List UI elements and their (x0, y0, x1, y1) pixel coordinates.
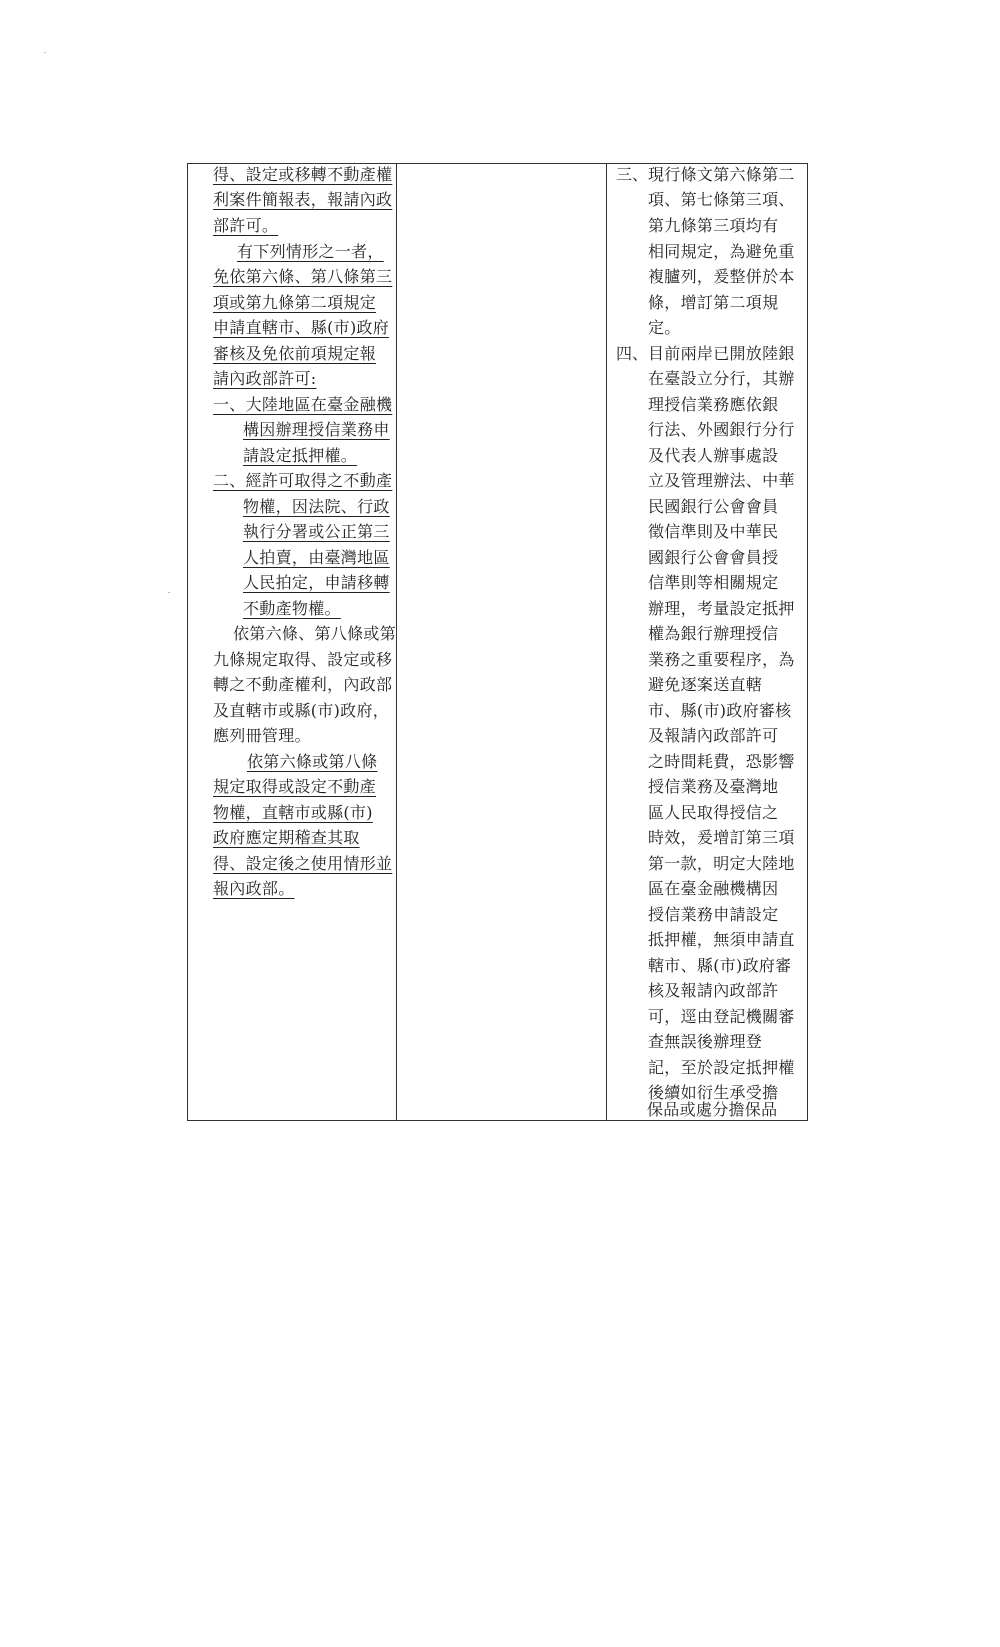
text-line: 理授信業務應依銀 (648, 395, 779, 414)
item-marker-3: 三、 (616, 165, 649, 184)
text-line: 徵信準則及中華民 (648, 522, 779, 541)
text-line: 規定取得或設定不動產 (213, 777, 377, 796)
text-line: 時效，爰增訂第三項 (648, 828, 795, 847)
text-line: 有下列情形之一者， (237, 242, 384, 261)
text-line: 二、經許可取得之不動產 (213, 471, 393, 490)
comparison-table (187, 163, 808, 1121)
text-line: 市、縣(市)政府審核 (648, 701, 792, 720)
text-line: 可，逕由登記機關審 (648, 1007, 795, 1026)
text-line: 第一款，明定大陸地 (648, 854, 795, 873)
text-line: 目前兩岸已開放陸銀 (648, 344, 795, 363)
text-line: 九條規定取得、設定或移 (213, 650, 393, 669)
text-line: 國銀行公會會員授 (648, 548, 779, 567)
text-line: 依第六條、第八條或第 (233, 624, 397, 643)
text-line: 抵押權，無須申請直 (648, 930, 795, 949)
text-line: 項或第九條第二項規定 (213, 293, 377, 312)
text-line: 報內政部。 (213, 879, 295, 898)
text-line: 請設定抵押權。 (243, 446, 358, 465)
text-line: 請內政部許可: (213, 369, 317, 388)
text-line: 之時間耗費，恐影響 (648, 752, 795, 771)
text-line: 授信業務申請設定 (648, 905, 779, 924)
text-line: 部許可。 (213, 216, 279, 235)
text-line: 及報請內政部許可 (648, 726, 779, 745)
text-line: 審核及免依前項規定報 (213, 344, 377, 363)
scan-speck (168, 592, 170, 593)
text-line: 及代表人辦事處設 (648, 446, 779, 465)
text-line: 記，至於設定抵押權 (648, 1058, 795, 1077)
text-line: 條，增訂第二項規 (648, 293, 779, 312)
text-line: 執行分署或公正第三 (243, 522, 390, 541)
text-line: 相同規定，為避免重 (648, 242, 795, 261)
text-line: 人民拍定，申請移轉 (243, 573, 390, 592)
text-line: 不動產物權。 (243, 599, 341, 618)
text-line: 保品或處分擔保品 (647, 1100, 778, 1119)
text-line: 應列冊管理。 (213, 726, 311, 745)
item-marker-4: 四、 (616, 344, 649, 363)
text-line: 及直轄市或縣(市)政府， (213, 701, 390, 720)
text-line: 後續如衍生承受擔 (648, 1083, 779, 1102)
text-line: 立及管理辦法、中華 (648, 471, 795, 490)
text-line: 避免逐案送直轄 (648, 675, 763, 694)
text-line: 複臚列，爰整併於本 (648, 267, 795, 286)
text-line: 免依第六條、第八條第三 (213, 267, 393, 286)
text-line: 信準則等相關規定 (648, 573, 779, 592)
text-line: 查無誤後辦理登 (648, 1032, 763, 1051)
text-line: 權為銀行辦理授信 (648, 624, 779, 643)
text-line: 核及報請內政部許 (648, 981, 779, 1000)
text-line: 項、第七條第三項、 (648, 190, 795, 209)
text-line: 構因辦理授信業務申 (243, 420, 390, 439)
text-line: 業務之重要程序，為 (648, 650, 795, 669)
text-line: 轄市、縣(市)政府審 (648, 956, 792, 975)
text-line: 物權，因法院、行政 (243, 497, 390, 516)
text-line: 辦理，考量設定抵押 (648, 599, 795, 618)
text-line: 轉之不動產權利，內政部 (213, 675, 393, 694)
text-line: 利案件簡報表，報請內政 (213, 190, 393, 209)
text-line: 物權，直轄市或縣(市) (213, 803, 373, 822)
text-line: 第九條第三項均有 (648, 216, 779, 235)
text-line: 授信業務及臺灣地 (648, 777, 779, 796)
text-line: 得、設定後之使用情形並 (213, 854, 393, 873)
text-line: 人拍賣，由臺灣地區 (243, 548, 390, 567)
text-line: 申請直轄市、縣(市)政府 (213, 318, 390, 337)
text-line: 得、設定或移轉不動產權 (213, 165, 393, 184)
text-line: 區在臺金融機構因 (648, 879, 779, 898)
text-line: 定。 (648, 318, 681, 337)
text-line: 區人民取得授信之 (648, 803, 779, 822)
column-divider (606, 164, 607, 1120)
text-line: 民國銀行公會會員 (648, 497, 779, 516)
scan-speck (44, 52, 46, 53)
original-text-column (397, 164, 605, 1120)
text-line: 一、大陸地區在臺金融機 (213, 395, 393, 414)
text-line: 政府應定期稽查其取 (213, 828, 360, 847)
text-line: 在臺設立分行，其辦 (648, 369, 795, 388)
text-line: 依第六條或第八條 (247, 752, 378, 771)
text-line: 行法、外國銀行分行 (648, 420, 795, 439)
text-line: 現行條文第六條第二 (648, 165, 795, 184)
